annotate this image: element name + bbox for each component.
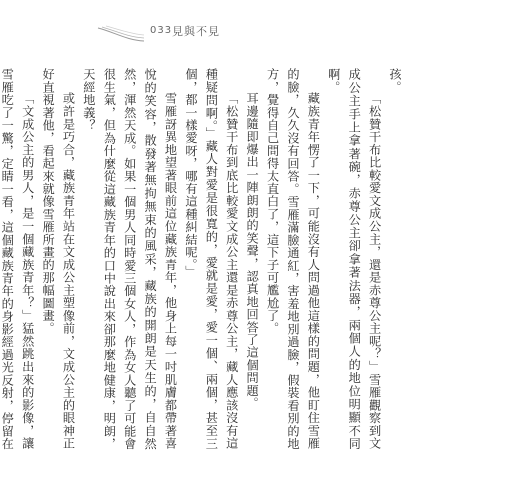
paragraph: 「文成公主的男人，是一個藏族青年？」猛然跳出來的影像，讓雪雁吃了一驚，定睛一看，這個藏族青年的身影經過光反射，停留在	[0, 68, 35, 450]
running-title: 見與不見	[172, 25, 220, 38]
paragraph: 藏族青年愣了一下，可能沒有人問過他這樣的問題，他盯住雪雁的臉，久久沒有回答。雪雁滿臉通紅，害羞地別過臉，假裝看別的地方，覺得自己問得太直白了，這下子可尷尬了。	[265, 68, 321, 450]
decorative-swoosh-icon	[96, 24, 146, 44]
paragraph: 「松贊干布到底比較愛文成公主還是赤尊公主，藏人應該沒有這種疑問啊。」藏人對愛是很寬的，愛就是愛，愛一個、兩個，甚至三個，都一樣愛呀，哪有這種糾結呢。」	[183, 68, 239, 450]
page-number: 033	[150, 25, 173, 36]
paragraph: 「松贊干布比較愛文成公主，還是赤尊公主呢？」雪雁觀察到文成公主手上拿著碗，赤尊公主卻拿著法器，兩個人的地位明顯不同啊。	[326, 68, 382, 450]
paragraph: 耳邊隨即爆出一陣朗朗的笑聲，認真地回答了這個問題。	[245, 92, 260, 410]
paragraph: 或許是巧合，藏族青年站在文成公主塑像前，文成公主的眼神正好直視著他，看起來就像雪雁所畫的那幅圖畫。	[41, 68, 76, 450]
paragraph: 雪雁訝異地望著眼前這位藏族青年，他身上每一吋肌膚都帶著喜悅的笑容，散發著無拘無束的風采，藏族的開朗是天生的，自自然然，渾然天成。如果一個男人同時愛三個女人，作為女人聽了可能會很生氣，但為什麼從這藏族青年的口中說出來卻那麼地健康，明朗，天經地義？	[81, 68, 178, 450]
page-header	[0, 20, 520, 50]
paragraph: 孩。	[388, 68, 402, 94]
body-text	[0, 68, 405, 450]
